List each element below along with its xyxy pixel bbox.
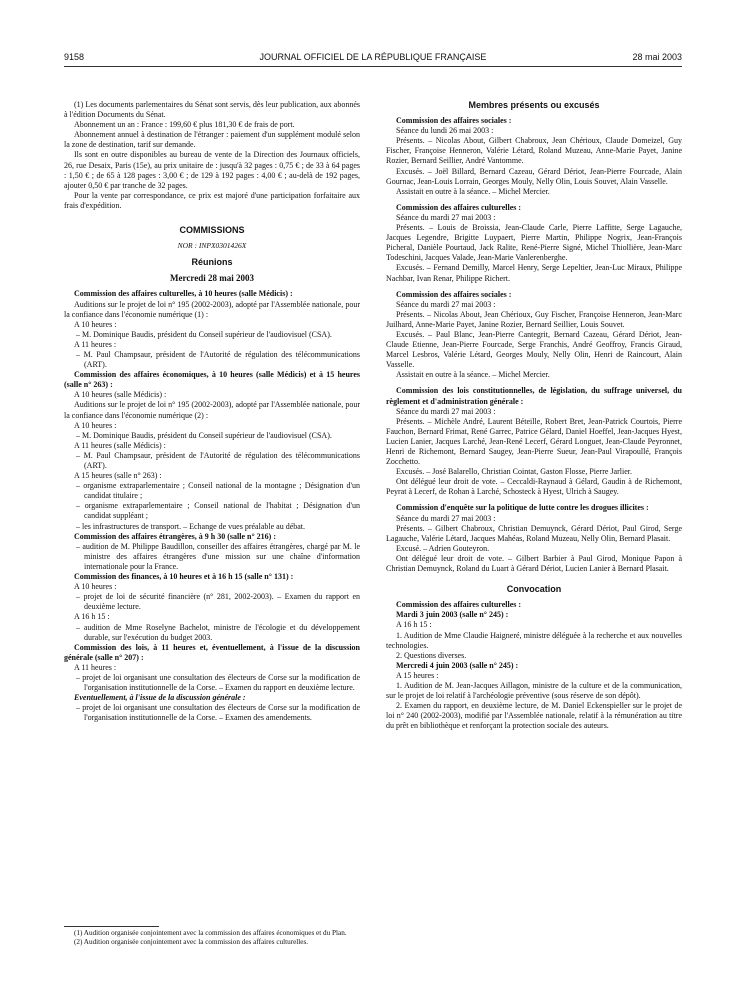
- agenda-item: – M. Dominique Baudis, président du Conseil supérieur de l'audiovisuel (CSA).: [76, 430, 332, 440]
- attendees-excused: Excusés. – José Balarello, Christian Cointat, Gaston Flosse, Pierre Jarlier.: [396, 467, 632, 477]
- commission-heading: Commission des affaires culturelles :: [396, 600, 522, 610]
- agenda-item: – M. Paul Champsaur, président de l'Autorité de régulation des télécommunications (ART).: [76, 450, 360, 470]
- attendees-excused: Excusés. – Fernand Demilly, Marcel Henry, Serge Lepeltier, Jean-Luc Miraux, Philippe Nachbar, Ivan Renar, Philippe Richert.: [386, 263, 682, 283]
- intro-paragraph: Abonnement annuel à destination de l'étranger : paiement d'un supplément modulé selon la zone de destination, tarif sur demande.: [64, 130, 360, 150]
- commission-heading: Commission des affaires sociales :: [396, 289, 512, 299]
- agenda-item: – audition de Mme Roselyne Bachelot, ministre de l'écologie et du développement durable, sur l'exécution du budget 2003.: [76, 622, 360, 642]
- nor-reference: NOR : INPX0301426X: [177, 241, 247, 251]
- session-date: Séance du mardi 27 mai 2003 :: [396, 406, 496, 416]
- commission-heading: Commission des affaires économiques, à 10 heures (salle Médicis) et à 15 heures (salle n° 263) :: [64, 370, 360, 390]
- time-label: A 10 heures :: [74, 319, 117, 329]
- agenda-item: – organisme extraparlementaire ; Conseil national de la montagne ; Désignation d'un candidat titulaire ;: [76, 481, 360, 501]
- page-number: 9158: [64, 52, 85, 62]
- session-date: Séance du mardi 27 mai 2003 :: [396, 212, 496, 222]
- time-label: A 15 heures :: [396, 670, 439, 680]
- commission-heading: Commission des affaires culturelles :: [396, 202, 522, 212]
- commission-heading: Commission des lois constitutionnelles, de législation, du suffrage universel, du règlement et d'administration générale :: [386, 386, 682, 406]
- commission-heading: Commission des affaires étrangères, à 9 h 30 (salle n° 216) :: [74, 531, 276, 541]
- session-date: Séance du mardi 27 mai 2003 :: [396, 299, 496, 309]
- time-label: A 10 heures (salle Médicis) :: [74, 390, 167, 400]
- intro-paragraph: Pour la vente par correspondance, ce prix est majoré d'une participation forfaitaire aux frais d'expédition.: [64, 190, 360, 210]
- attendees-present: Présents. – Gilbert Chabroux, Christian Demuynck, Gérard Dériot, Paul Girod, Serge Lagauche, Valérie Létard, Jacques Mahéas, Roland Muzeau, Nelly Olin, Bernard Plasait.: [386, 523, 682, 543]
- time-label: A 10 heures :: [74, 420, 117, 430]
- reunions-heading: Réunions: [191, 257, 233, 268]
- agenda-item: 2. Examen du rapport, en deuxième lecture, de M. Daniel Eckenspieller sur le projet de loi n° 240 (2002-2003), modifié par l'Assemblée nationale, relatif à la rémunération au titre du prêt en bibliothèque et renforçant la protection sociale des auteurs.: [386, 701, 682, 731]
- commission-heading: Commission des finances, à 10 heures et à 16 h 15 (salle n° 131) :: [74, 572, 294, 582]
- issue-date: 28 mai 2003: [632, 52, 682, 62]
- footnotes: [64, 926, 360, 947]
- attendees-present: Présents. – Louis de Broissia, Jean-Claude Carle, Pierre Laffitte, Serge Lagauche, Jacques Legendre, Brigitte Luypaert, Pierre Martin, Philippe Nogrix, Jean-François Picheral, Danièle Pourtaud, Jack Ralite, René-Pierre Signé, Michel Thiollière, Jean-Marc Todeschini, Jacques Valade, Jean-Marie Vanlerenberghe.: [386, 223, 682, 263]
- commissions-heading: COMMISSIONS: [179, 225, 245, 236]
- attendees-present: Présents. – Nicolas About, Jean Chérioux, Guy Fischer, Françoise Henneron, Jean-Marc Juilhard, Anne-Marie Payet, Janine Rozier, Bernard Seillier, Louis Souvet.: [386, 309, 682, 329]
- agenda-text: Auditions sur le projet de loi n° 195 (2002-2003), adopté par l'Assemblée nationale, pour la confiance dans l'économie numérique (1) :: [64, 299, 360, 319]
- attendees-present: Présents. – Nicolas About, Gilbert Chabroux, Jean Chérioux, Claude Domeizel, Guy Fischer, Françoise Henneron, Valérie Létard, Roland Muzeau, Anne-Marie Payet, Janine Rozier, Bernard Seillier, André Vantomme.: [386, 136, 682, 166]
- time-label: A 11 heures :: [74, 662, 117, 672]
- agenda-text: Auditions sur le projet de loi n° 195 (2002-2003), adopté par l'Assemblée nationale, pour la confiance dans l'économie numérique (2) :: [64, 400, 360, 420]
- agenda-item: – les infrastructures de transport. – Echange de vues préalable au débat.: [76, 521, 306, 531]
- attendees-excused: Excusé. – Adrien Gouteyron.: [396, 543, 490, 553]
- time-label: A 15 heures (salle n° 263) :: [74, 471, 162, 481]
- meeting-date: Mercredi 4 juin 2003 (salle n° 245) :: [396, 660, 519, 670]
- commission-heading: Commission des lois, à 11 heures et, éventuellement, à l'issue de la discussion générale (salle n° 207) :: [64, 642, 360, 662]
- agenda-item: – projet de loi organisant une consultation des électeurs de Corse sur la modification de l'organisation institutionnelle de la Corse. – Examen des amendements.: [76, 703, 360, 723]
- attendees-also: Assistait en outre à la séance. – Michel Mercier.: [396, 370, 550, 380]
- intro-paragraph: Abonnement un an : France : 199,60 € plus 181,30 € de frais de port.: [74, 120, 295, 130]
- footnote: (1) Audition organisée conjointement avec la commission des affaires économiques et du Plan.: [74, 929, 347, 937]
- proxy-votes: Ont délégué leur droit de vote. – Gilbert Barbier à Paul Girod, Monique Papon à Christian Demuynck, Roland du Luart à Gérard Dériot, Lucien Lanier à Bernard Plasait.: [386, 553, 682, 574]
- agenda-item: 1. Audition de Mme Claudie Haigneré, ministre déléguée à la recherche et aux nouvelles technologies.: [386, 630, 682, 650]
- intro-paragraph: Ils sont en outre disponibles au bureau de vente de la Direction des Journaux officiels, 26, rue Desaix, Paris (15e), au prix unitaire de : jusqu'à 32 pages : 0,75 € ; de 33 à 64 pages : 1,50 € ; de 65 à 128 pages : 3,00 € ; de 129 à 192 pages : 4,00 € ; au-delà de 192 pages, ajouter 0,50 € par tranche de 32 pages.: [64, 150, 360, 190]
- time-label: Eventuellement, à l'issue de la discussion générale :: [74, 693, 246, 703]
- time-label: A 16 h 15 :: [74, 612, 110, 622]
- left-column: [64, 100, 360, 723]
- agenda-item: – organisme extraparlementaire ; Conseil national de l'habitat ; Désignation d'un candidat suppléant ;: [76, 501, 360, 521]
- convocation-heading: Convocation: [506, 584, 562, 595]
- agenda-item: – projet de loi organisant une consultation des électeurs de Corse sur la modification de l'organisation institutionnelle de la Corse. – Examen du rapport en deuxième lecture.: [76, 672, 360, 693]
- attendees-also: Assistait en outre à la séance. – Michel Mercier.: [396, 186, 550, 196]
- right-column: [386, 100, 682, 731]
- time-label: A 11 heures (salle Médicis) :: [74, 440, 166, 450]
- time-label: A 11 heures :: [74, 339, 117, 349]
- intro-paragraph: (1) Les documents parlementaires du Sénat sont servis, dès leur publication, aux abonnés à l'édition Documents du Sénat.: [64, 100, 360, 120]
- members-heading: Membres présents ou excusés: [468, 100, 600, 110]
- attendees-excused: Excusés. – Joël Billard, Bernard Cazeau, Gérard Dériot, Jean-Pierre Fourcade, Alain Gournac, Jean-Louis Lorrain, Georges Mouly, Nelly Olin, Louis Souvet, Alain Vasselle.: [386, 166, 682, 186]
- proxy-votes: Ont délégué leur droit de vote. – Ceccaldi-Raynaud à Gélard, Gaudin à de Richemont, Peyrat à Lecerf, de Rohan à Larché, Schosteck à Hyest, Ulrich à Saugey.: [386, 477, 682, 497]
- commission-heading: Commission d'enquête sur la politique de lutte contre les drogues illicites :: [396, 503, 649, 513]
- agenda-item: 2. Questions diverses.: [396, 650, 467, 660]
- footnote-rule: [64, 926, 159, 927]
- footnote: (2) Audition organisée conjointement avec la commission des affaires culturelles.: [74, 938, 309, 946]
- agenda-item: 1. Audition de M. Jean-Jacques Aillagon, ministre de la culture et de la communication, sur le projet de loi relatif à l'archéologie préventive (sous réserve de son dépôt).: [386, 680, 682, 701]
- commission-heading: Commission des affaires culturelles, à 10 heures (salle Médicis) :: [74, 289, 293, 299]
- agenda-item: – M. Paul Champsaur, président de l'Autorité de régulation des télécommunications (ART).: [76, 349, 360, 370]
- header-rule: [64, 66, 682, 67]
- session-date: Séance du lundi 26 mai 2003 :: [396, 126, 494, 136]
- time-label: A 10 heures :: [74, 582, 117, 592]
- meeting-date: Mardi 3 juin 2003 (salle n° 245) :: [396, 610, 509, 620]
- attendees-excused: Excusés. – Paul Blanc, Jean-Pierre Cantegrit, Bernard Cazeau, Gérard Dériot, Jean-Claude Etienne, Jean-Pierre Fourcade, Serge Franchis, André Geoffroy, Francis Giraud, Marcel Lesbros, Valérie Létard, Georges Mouly, Nelly Olin, Henri de Raincourt, Alain Vasselle.: [386, 329, 682, 370]
- agenda-item: – projet de loi de sécurité financière (n° 281, 2002-2003). – Examen du rapport en deuxième lecture.: [76, 592, 360, 612]
- time-label: A 16 h 15 :: [396, 620, 432, 630]
- meeting-date-heading: Mercredi 28 mai 2003: [170, 273, 254, 284]
- attendees-present: Présents. – Michèle André, Laurent Béteille, Robert Bret, Jean-Patrick Courtois, Pierre Fauchon, Bernard Frimat, René Garrec, Patrice Gélard, Daniel Hoeffel, Jean-Jacques Hyest, Lucien Lanier, Jacques Larché, Jean-René Lecerf, Gérard Longuet, Jean-Claude Peyronnet, Henri de Richemont, Bernard Saugey, Jean-Pierre Sueur, Jean-Paul Virapoullé, François Zocchetto.: [386, 416, 682, 467]
- journal-title: JOURNAL OFFICIEL DE LA RÉPUBLIQUE FRANÇAISE: [259, 52, 487, 62]
- commission-heading: Commission des affaires sociales :: [396, 116, 512, 126]
- session-date: Séance du mardi 27 mai 2003 :: [396, 513, 496, 523]
- page-header: [64, 52, 682, 66]
- agenda-item: – M. Dominique Baudis, président du Conseil supérieur de l'audiovisuel (CSA).: [76, 329, 332, 339]
- agenda-item: – audition de M. Philippe Baudillon, conseiller des affaires étrangères, chargé par M. le ministre des affaires étrangères d'une mission sur une chaîne d'information internationale pour la France.: [76, 541, 360, 571]
